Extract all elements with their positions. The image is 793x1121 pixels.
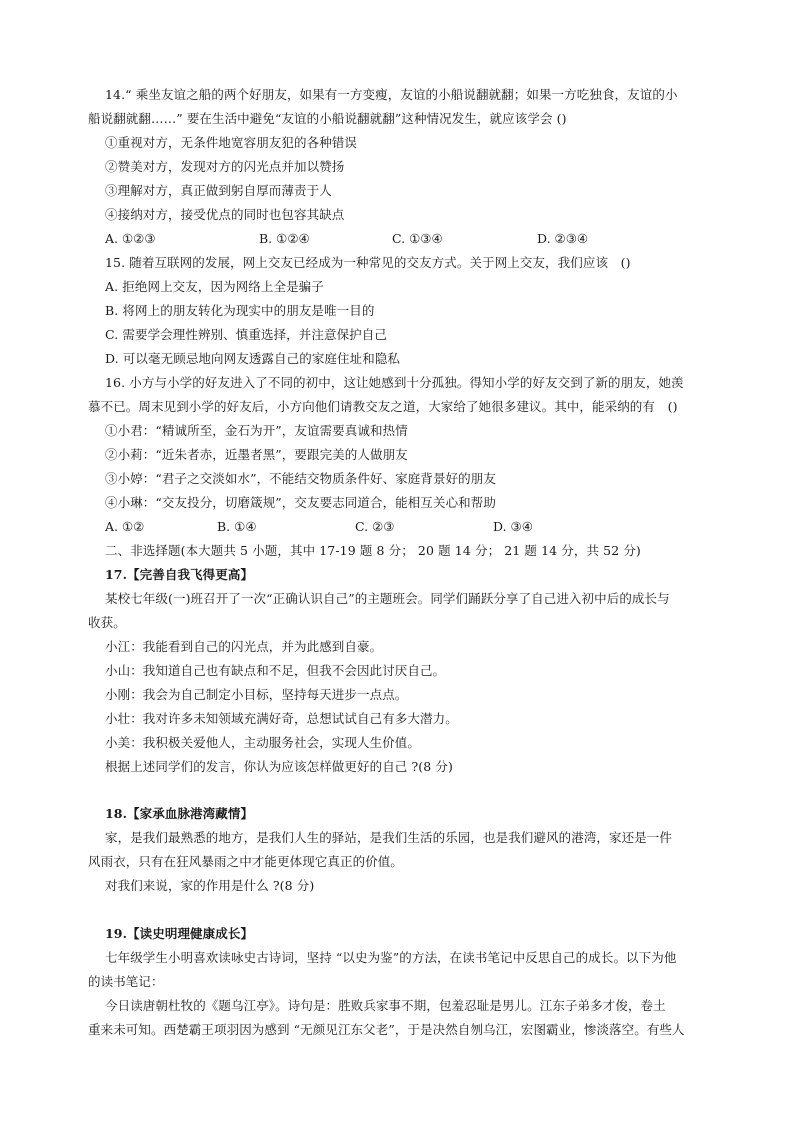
q18-para-line2: 风雨衣，只有在狂风暴雨之中才能更体现它真正的价值。 bbox=[88, 854, 404, 869]
q17-speaker-3: 小刚：我会为自己制定小目标，坚持每天进步一点点。 bbox=[105, 687, 408, 702]
q15-option-c: C. 需要学会理性辨别、慎重选择，并注意保护自己 bbox=[105, 327, 387, 342]
q17-title: 17.【完善自我飞得更高】 bbox=[105, 567, 254, 582]
q14-choice-c: C. ①③④ bbox=[392, 231, 443, 246]
q14-item-3: ③理解对方，真正做到躬自厚而薄责于人 bbox=[105, 183, 332, 198]
q18-para-line1: 家，是我们最熟悉的地方，是我们人生的驿站，是我们生活的乐园，也是我们避风的港湾，家还是一件 bbox=[105, 830, 673, 845]
q17-speaker-4: 小壮：我对许多未知领域充满好奇，总想试试自己有多大潜力。 bbox=[105, 711, 458, 726]
q16-item-4: ④小琳：“交友投分，切磨箴规”，交友要志同道合，能相互关心和帮助 bbox=[105, 495, 496, 510]
q14-choice-d: D. ②③④ bbox=[537, 231, 589, 246]
q16-choice-c: C. ②③ bbox=[355, 519, 395, 534]
q16-choice-d: D. ③④ bbox=[493, 519, 533, 534]
q15-option-a: A. 拒绝网上交友，因为网络上全是骗子 bbox=[105, 279, 324, 294]
q18-question: 对我们来说，家的作用是什么 ?(8 分) bbox=[105, 878, 315, 893]
q15-stem: 15. 随着互联网的发展，网上交友已经成为一种常见的交友方式。关于网上交友，我们应该 () bbox=[105, 255, 631, 270]
section-2-heading: 二、非选择题(本大题共 5 小题，其中 17-19 题 8 分； 20 题 14 分； 21 题 14 分，共 52 分) bbox=[105, 543, 641, 558]
q19-note-line2: 重来未可知。西楚霸王项羽因为感到 “无颜见江东父老”，于是决然自刎乌江，宏图霸业，惨淡落空。有些人 bbox=[88, 1022, 685, 1037]
q16-item-2: ②小莉：“近朱者赤，近墨者黑”，要跟完美的人做朋友 bbox=[105, 447, 408, 462]
q15-option-b: B. 将网上的朋友转化为现实中的朋友是唯一目的 bbox=[105, 303, 375, 318]
q18-title: 18.【家承血脉港湾藏情】 bbox=[105, 806, 254, 821]
q14-stem-line2: 船说翻就翻……” 要在生活中避免“友谊的小船说翻就翻”这种情况发生，就应该学会 () bbox=[88, 111, 567, 126]
q14-item-1: ①重视对方，无条件地宽容朋友犯的各种错误 bbox=[105, 135, 358, 150]
q17-speaker-1: 小江：我能看到自己的闪光点，并为此感到自豪。 bbox=[105, 639, 383, 654]
q17-speaker-2: 小山：我知道自己也有缺点和不足，但我不会因此讨厌自己。 bbox=[105, 663, 446, 678]
q16-choice-b: B. ①④ bbox=[217, 519, 257, 534]
q14-choice-b: B. ①②④ bbox=[259, 231, 310, 246]
q16-item-1: ①小君：“精诚所至，金石为开”，友谊需要真诚和热情 bbox=[105, 423, 408, 438]
q14-choice-a: A. ①②③ bbox=[105, 231, 156, 246]
q19-intro-line2: 的读书笔记： bbox=[88, 974, 164, 989]
q19-title: 19.【读史明理健康成长】 bbox=[105, 926, 254, 941]
q17-speaker-5: 小美：我积极关爱他人，主动服务社会，实现人生价值。 bbox=[105, 735, 421, 750]
q14-item-4: ④接纳对方，接受优点的同时也包容其缺点 bbox=[105, 207, 345, 222]
q14-stem-line1: 14.“ 乘坐友谊之船的两个好朋友，如果有一方变瘦，友谊的小船说翻就翻；如果一方吃独食，友谊的小 bbox=[105, 87, 678, 102]
q14-item-2: ②赞美对方，发现对方的闪光点并加以赞扬 bbox=[105, 159, 345, 174]
q17-intro-line1: 某校七年级(一)班召开了一次“正确认识自己”的主题班会。同学们踊跃分享了自己进入初中后的成长与 bbox=[105, 591, 670, 606]
q16-stem-line1: 16. 小方与小学的好友进入了不同的初中，这让她感到十分孤独。得知小学的好友交到了新的朋友，她羡 bbox=[105, 375, 684, 390]
q16-item-3: ③小婷：“君子之交淡如水”，不能结交物质条件好、家庭背景好的朋友 bbox=[105, 471, 496, 486]
q17-intro-line2: 收获。 bbox=[88, 615, 126, 630]
q16-stem-line2: 慕不已。周末见到小学的好友后，小方向他们请教交友之道，大家给了她很多建议。其中，能采纳的有 () bbox=[88, 399, 678, 414]
q16-choice-a: A. ①② bbox=[105, 519, 145, 534]
q19-note-line1: 今日读唐朝杜牧的《题乌江亭》。诗句是：胜败兵家事不期，包羞忍耻是男儿。江东子弟多才俊，卷土 bbox=[105, 998, 666, 1013]
q15-option-d: D. 可以毫无顾忌地向网友透露自己的家庭住址和隐私 bbox=[105, 351, 401, 366]
q17-question: 根据上述同学们的发言，你认为应该怎样做更好的自己 ?(8 分) bbox=[105, 759, 453, 774]
q19-intro-line1: 七年级学生小明喜欢读咏史古诗词，坚持 “以史为鉴”的方法，在读书笔记中反思自己的成长。以下为他 bbox=[105, 950, 677, 965]
